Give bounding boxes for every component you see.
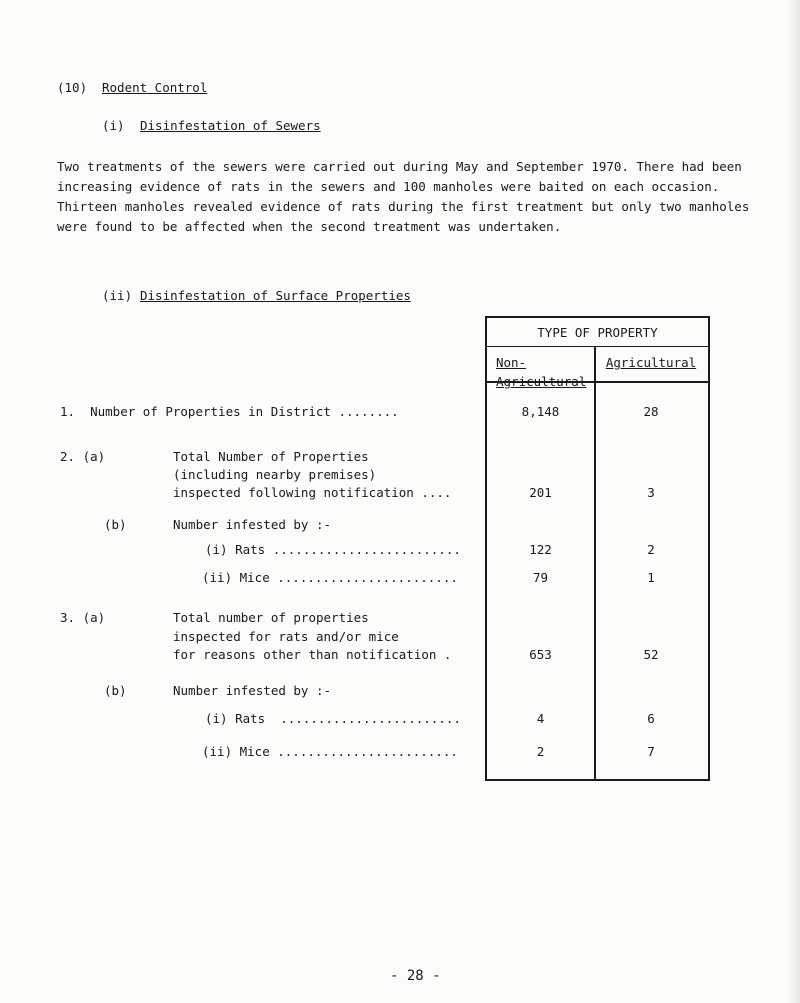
subsection-1-title: Disinfestation of Sewers (140, 118, 321, 133)
row-2a-line1: Total Number of Properties (173, 449, 369, 464)
row-3a-line3: for reasons other than notification . (173, 647, 452, 662)
row-2a-agricultural: 3 (647, 485, 655, 500)
page-edge-shadow (788, 0, 800, 1003)
table-bottom-border (485, 779, 710, 781)
row-3b-rats-label: (i) Rats ........................ (205, 711, 461, 726)
row-3b-rats-non-agricultural: 4 (536, 711, 545, 726)
section-title: Rodent Control (102, 80, 208, 95)
header-divider (485, 346, 710, 347)
row-2b-prefix: (b) (104, 517, 127, 532)
row-2b-mice-non-agricultural: 79 (532, 570, 549, 585)
subsection-2-title: Disinfestation of Surface Properties (140, 288, 411, 303)
row-2a-line3: inspected following notification .... (173, 485, 452, 500)
row-3a-line1: Total number of properties (173, 610, 369, 625)
row-3b-label: Number infested by :- (173, 683, 332, 698)
row-3b-rats-agricultural: 6 (647, 711, 655, 726)
row-3a-non-agricultural: 653 (529, 647, 552, 662)
row-2a-line2: (including nearby premises) (173, 467, 377, 482)
row-2b-label: Number infested by :- (173, 517, 332, 532)
row-3a-line2: inspected for rats and/or mice (173, 629, 399, 644)
row-2a-prefix: 2. (a) (60, 449, 106, 464)
row-2b-rats-label: (i) Rats ......................... (205, 542, 461, 557)
row-2b-rats-non-agricultural: 122 (529, 542, 552, 557)
subsection-1-number: (i) (102, 118, 125, 133)
subsection-2-number: (ii) (102, 288, 133, 303)
row-3a-prefix: 3. (a) (60, 610, 106, 625)
table-top-border (485, 316, 710, 318)
section-number: (10) (57, 80, 88, 95)
row-2b-mice-label: (ii) Mice ........................ (202, 570, 458, 585)
row-3b-mice-agricultural: 7 (647, 744, 655, 759)
row-2b-rats-agricultural: 2 (647, 542, 655, 557)
row-3b-prefix: (b) (104, 683, 127, 698)
table-right-border (708, 316, 710, 781)
table-header: TYPE OF PROPERTY (537, 325, 658, 340)
row-1-agricultural: 28 (643, 404, 659, 419)
page-number: - 28 - (390, 968, 441, 984)
row-3b-mice-label: (ii) Mice ........................ (202, 744, 458, 759)
row-1-label: 1. Number of Properties in District ........ (60, 404, 399, 419)
row-3b-mice-non-agricultural: 2 (536, 744, 545, 759)
sewers-paragraph: Two treatments of the sewers were carried out during May and September 1970. There had been increasing evidence of rats in the sewers and 100 manholes were baited on each occasion. Thirteen manholes revealed evidence of rats during the first treatment but only two manholes were found to be affected when the second treatment was undertaken. (57, 159, 750, 234)
row-2a-non-agricultural: 201 (529, 485, 552, 500)
row-3a-agricultural: 52 (643, 647, 659, 662)
col1-header-line2: Agricultural (496, 374, 587, 389)
row-2b-mice-agricultural: 1 (647, 570, 655, 585)
row-1-non-agricultural: 8,148 (521, 404, 560, 419)
col2-header: Agricultural (605, 355, 697, 370)
col1-header-line1: Non- (496, 355, 527, 370)
